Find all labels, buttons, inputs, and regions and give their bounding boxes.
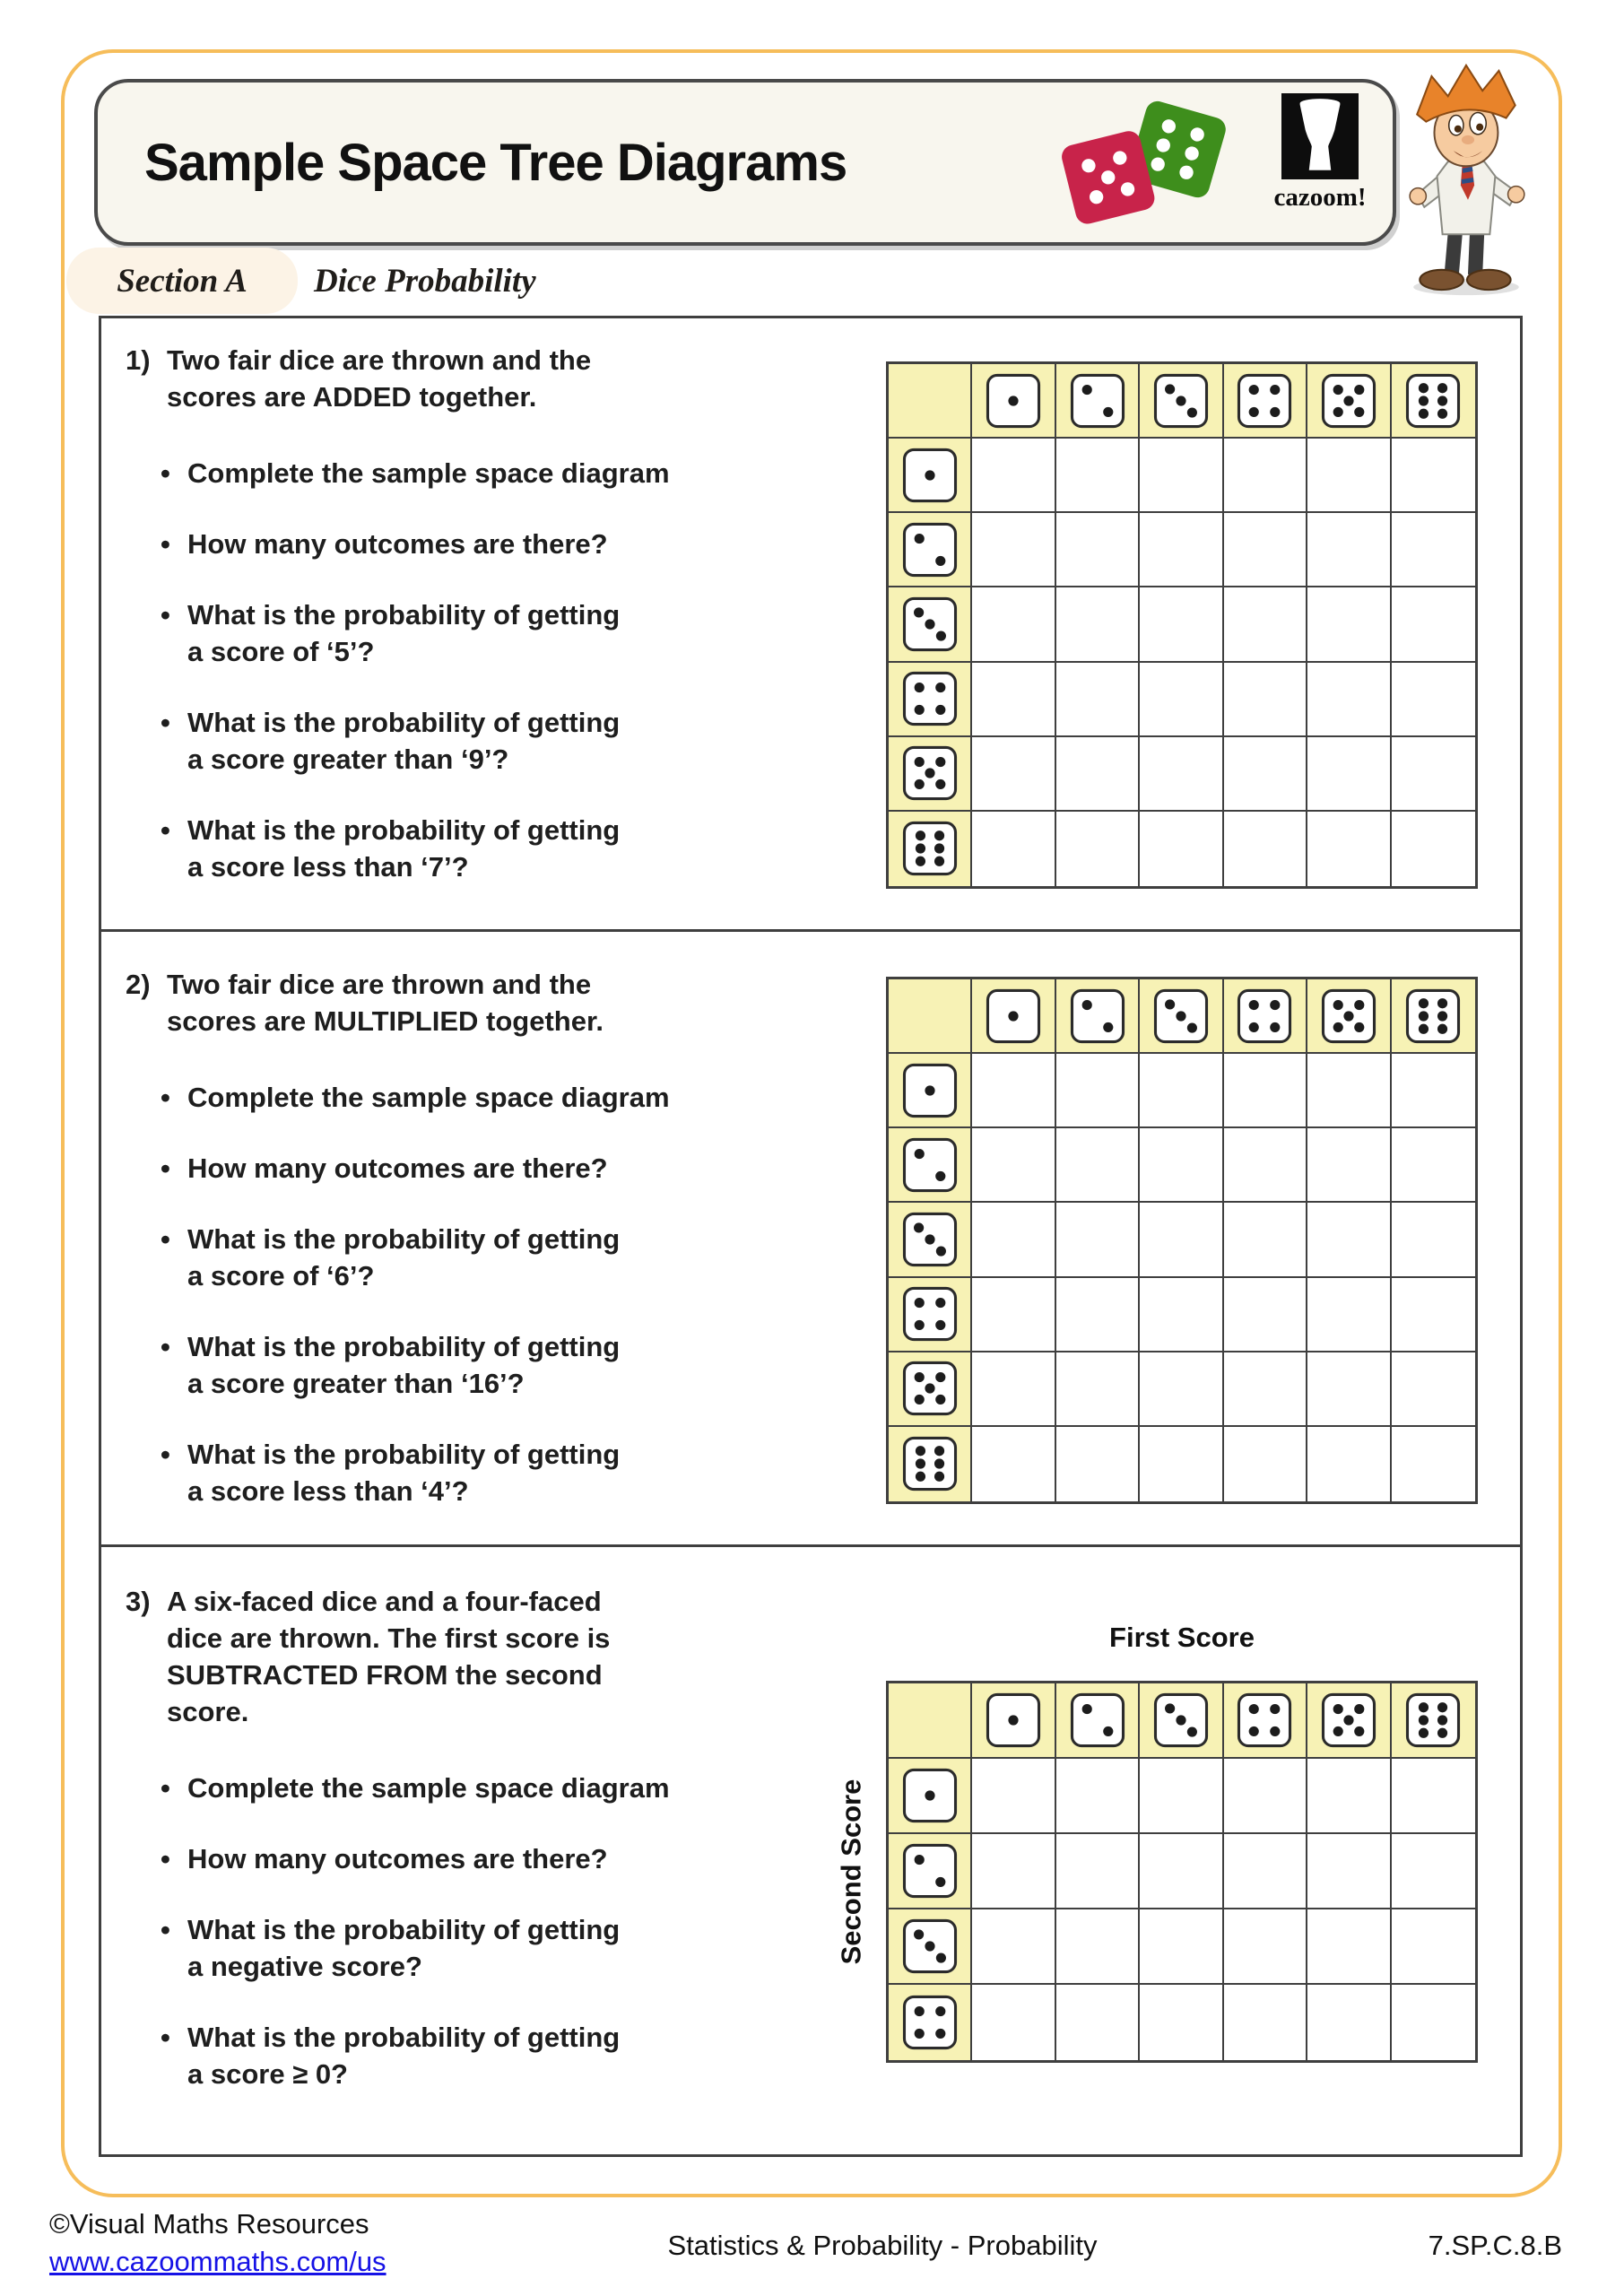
grid-answer-cell (1056, 1985, 1140, 2060)
grid-column-header (1307, 979, 1391, 1054)
grid-answer-cell (1224, 663, 1307, 737)
grid-answer-cell (1392, 1909, 1475, 1985)
bullet-marker: • (161, 814, 170, 846)
question-intro: Two fair dice are thrown and the scores are ADDED together. (167, 344, 592, 413)
question-section-3 (101, 1544, 1520, 2154)
grid-answer-cell (1224, 1427, 1307, 1501)
die-4-icon (1237, 988, 1292, 1044)
grid-answer-cell (1224, 1834, 1307, 1909)
grid-answer-cell (1056, 812, 1140, 886)
bullet-marker: • (161, 599, 170, 631)
grid-answer-cell (1307, 1054, 1391, 1128)
grid-column-header (1392, 1683, 1475, 1759)
grid-row-header (889, 1352, 972, 1427)
die-4-icon (902, 1286, 958, 1342)
cartoon-teacher-mascot (1401, 59, 1537, 301)
grid-answer-cell (972, 1834, 1055, 1909)
grid-answer-cell (1307, 812, 1391, 886)
section-title: Dice Probability (314, 262, 536, 300)
grid-row-header (889, 812, 972, 886)
grid-answer-cell (1224, 513, 1307, 587)
grid-answer-cell (1307, 663, 1391, 737)
grid-answer-cell (1307, 1834, 1391, 1909)
bullet-marker: • (161, 1082, 170, 1113)
logo-wordmark: cazoom! (1273, 183, 1367, 212)
die-3-icon (902, 1918, 958, 1974)
die-6-icon (902, 1436, 958, 1492)
grid-answer-cell (1140, 737, 1223, 812)
grid-answer-cell (972, 1352, 1055, 1427)
grid-answer-cell (1140, 663, 1223, 737)
grid-answer-cell (1392, 1759, 1475, 1834)
grid-row-header (889, 513, 972, 587)
question-section-2 (101, 929, 1520, 1544)
grid-answer-cell (1392, 587, 1475, 662)
grid-answer-cell (1307, 737, 1391, 812)
grid-row-header (889, 663, 972, 737)
footer-copyright: ©Visual Maths Resources (49, 2208, 369, 2239)
footer-url-link[interactable]: www.cazoommaths.com/us (49, 2246, 386, 2277)
grid-answer-cell (1307, 513, 1391, 587)
grid-answer-cell (1056, 1834, 1140, 1909)
bullet-item: • What is the probability of getting a score less than ‘4’? (161, 1436, 870, 1509)
section-label-pill (66, 248, 298, 314)
grid-answer-cell (972, 1909, 1055, 1985)
grid-answer-cell (1224, 737, 1307, 812)
bullet-marker: • (161, 1152, 170, 1184)
grid-column-header (972, 1683, 1055, 1759)
grid-answer-cell (1140, 812, 1223, 886)
bullet-marker: • (161, 1843, 170, 1874)
sample-space-grid (886, 361, 1478, 889)
grid-answer-cell (1056, 1128, 1140, 1203)
grid-answer-cell (1056, 1909, 1140, 1985)
grid-answer-cell (1224, 439, 1307, 513)
grid-answer-cell (1140, 1759, 1223, 1834)
grid-answer-cell (1140, 1203, 1223, 1277)
grid-answer-cell (1224, 1352, 1307, 1427)
sample-space-grid (886, 977, 1478, 1504)
grid-answer-cell (1224, 1128, 1307, 1203)
die-3-icon (902, 1212, 958, 1267)
question-section-1 (101, 318, 1520, 929)
question-number: 2) (126, 969, 151, 1000)
bullet-item: • How many outcomes are there? (161, 526, 870, 562)
grid-row-header (889, 1278, 972, 1352)
question-bullets (161, 1079, 870, 1509)
grid-answer-cell (972, 812, 1055, 886)
bullet-marker: • (161, 2022, 170, 2053)
cazoom-logo (1253, 93, 1387, 239)
grid-corner-cell (889, 364, 972, 439)
question-text (126, 1547, 870, 2092)
grid-answer-cell (1392, 1427, 1475, 1501)
grid-answer-cell (1307, 1128, 1391, 1203)
die-2-icon (1070, 1692, 1125, 1748)
grid-answer-cell (1392, 1203, 1475, 1277)
emphasis-word: ADDED (312, 381, 412, 413)
grid-row-header (889, 1834, 972, 1909)
grid-answer-cell (1392, 1985, 1475, 2060)
grid-answer-cell (1307, 1278, 1391, 1352)
grid-row-header (889, 1128, 972, 1203)
die-1-icon (902, 1768, 958, 1823)
bullet-item: • What is the probability of getting a score greater than ‘16’? (161, 1328, 870, 1402)
die-1-icon (986, 988, 1041, 1044)
grid-answer-cell (1307, 1759, 1391, 1834)
grid-row-header (889, 587, 972, 662)
grid-column-header (972, 364, 1055, 439)
question-text (126, 318, 870, 885)
grid-answer-cell (1392, 1352, 1475, 1427)
die-3-icon (1153, 373, 1209, 429)
die-2-icon (902, 1137, 958, 1193)
grid-corner-cell (889, 1683, 972, 1759)
grid-column-header (1056, 1683, 1140, 1759)
grid-answer-cell (972, 513, 1055, 587)
grid-answer-cell (1392, 1128, 1475, 1203)
die-6-icon (902, 821, 958, 876)
bullet-marker: • (161, 1223, 170, 1255)
grid-answer-cell (1140, 513, 1223, 587)
grid-answer-cell (972, 587, 1055, 662)
grid-row-header (889, 1203, 972, 1277)
grid-column-header (1056, 364, 1140, 439)
emphasis-word: MULTIPLIED (313, 1005, 479, 1037)
grid-answer-cell (972, 1759, 1055, 1834)
grid-answer-cell (1392, 812, 1475, 886)
grid-row-header (889, 439, 972, 513)
grid-answer-cell (1307, 587, 1391, 662)
bullet-item: • How many outcomes are there? (161, 1840, 870, 1877)
grid-answer-cell (1056, 737, 1140, 812)
grid-answer-cell (972, 439, 1055, 513)
grid-answer-cell (1224, 1759, 1307, 1834)
grid-answer-cell (1392, 1834, 1475, 1909)
question-bullets (161, 1770, 870, 2092)
grid-answer-cell (1224, 812, 1307, 886)
die-2-icon (1070, 373, 1125, 429)
die-2-icon (1070, 988, 1125, 1044)
bullet-item: • What is the probability of getting a negative score? (161, 1911, 870, 1985)
grid-column-header (1140, 364, 1223, 439)
grid-answer-cell (1140, 1427, 1223, 1501)
bullet-item: • What is the probability of getting a score of ‘5’? (161, 596, 870, 670)
bullet-item: • Complete the sample space diagram (161, 1079, 870, 1116)
grid-answer-cell (1224, 1909, 1307, 1985)
grid-answer-cell (1392, 1278, 1475, 1352)
grid-answer-cell (1140, 587, 1223, 662)
grid-answer-cell (1056, 439, 1140, 513)
grid-answer-cell (1224, 1985, 1307, 2060)
grid-answer-cell (972, 1985, 1055, 2060)
grid-answer-cell (1307, 1427, 1391, 1501)
grid-column-header (972, 979, 1055, 1054)
grid-answer-cell (1140, 1128, 1223, 1203)
grid-answer-cell (1140, 1278, 1223, 1352)
second-score-label: Second Score (835, 1779, 866, 1965)
bullet-item: • What is the probability of getting a score ≥ 0? (161, 2019, 870, 2092)
grid-answer-cell (1056, 513, 1140, 587)
grid-answer-cell (1224, 1054, 1307, 1128)
bullet-item: • How many outcomes are there? (161, 1150, 870, 1187)
bullet-item: • Complete the sample space diagram (161, 455, 870, 491)
die-5-icon (1321, 373, 1376, 429)
grid-answer-cell (1056, 1759, 1140, 1834)
grid-answer-cell (1056, 1278, 1140, 1352)
die-4-icon (902, 1995, 958, 2050)
grid-answer-cell (1140, 1985, 1223, 2060)
die-5-icon (1321, 1692, 1376, 1748)
die-6-icon (1405, 1692, 1461, 1748)
emphasis-word: SUBTRACTED FROM (167, 1659, 448, 1691)
grid-answer-cell (1056, 1054, 1140, 1128)
grid-column-header (1140, 1683, 1223, 1759)
die-5-icon (902, 745, 958, 801)
question-bullets (161, 455, 870, 885)
grid-answer-cell (1307, 439, 1391, 513)
die-6-icon (1405, 988, 1461, 1044)
question-text (126, 932, 870, 1509)
question-intro: Two fair dice are thrown and the scores are MULTIPLIED together. (167, 969, 604, 1037)
grid-row-header (889, 1759, 972, 1834)
die-4-icon (902, 671, 958, 726)
red-green-dice-icon (1044, 95, 1241, 234)
grid-column-header (1224, 979, 1307, 1054)
die-5-icon (1321, 988, 1376, 1044)
bullet-marker: • (161, 457, 170, 489)
die-1-icon (902, 448, 958, 503)
grid-answer-cell (1056, 587, 1140, 662)
die-1-icon (986, 1692, 1041, 1748)
first-score-label: First Score (1109, 1622, 1255, 1653)
grid-answer-cell (1056, 1427, 1140, 1501)
die-3-icon (902, 596, 958, 652)
grid-answer-cell (1140, 1352, 1223, 1427)
grid-corner-cell (889, 979, 972, 1054)
grid-column-header (1224, 1683, 1307, 1759)
section-label: Section A (117, 262, 248, 300)
grid-column-header (1307, 1683, 1391, 1759)
grid-answer-cell (1056, 663, 1140, 737)
grid-answer-cell (972, 1427, 1055, 1501)
grid-answer-cell (1140, 439, 1223, 513)
die-4-icon (1237, 1692, 1292, 1748)
footer-standard-code: 7.SP.C.8.B (1428, 2230, 1562, 2261)
grid-answer-cell (1392, 439, 1475, 513)
questions-container (99, 316, 1523, 2157)
grid-answer-cell (1224, 1278, 1307, 1352)
die-4-icon (1237, 373, 1292, 429)
grid-answer-cell (1140, 1834, 1223, 1909)
grid-row-header (889, 1985, 972, 2060)
grid-answer-cell (1392, 513, 1475, 587)
grid-answer-cell (1307, 1203, 1391, 1277)
bullet-item: • Complete the sample space diagram (161, 1770, 870, 1806)
grid-answer-cell (972, 663, 1055, 737)
question-number: 1) (126, 344, 151, 376)
grid-answer-cell (972, 1278, 1055, 1352)
bullet-item: • What is the probability of getting a score of ‘6’? (161, 1221, 870, 1294)
die-2-icon (902, 522, 958, 578)
grid-answer-cell (972, 1128, 1055, 1203)
grid-answer-cell (972, 1203, 1055, 1277)
grid-answer-cell (1140, 1054, 1223, 1128)
djembe-drum-icon (1281, 93, 1359, 179)
grid-answer-cell (1056, 1352, 1140, 1427)
grid-answer-cell (1307, 1909, 1391, 1985)
grid-column-header (1392, 364, 1475, 439)
grid-column-header (1392, 979, 1475, 1054)
grid-column-header (1140, 979, 1223, 1054)
bullet-item: • What is the probability of getting a score greater than ‘9’? (161, 704, 870, 778)
grid-answer-cell (1140, 1909, 1223, 1985)
die-3-icon (1153, 1692, 1209, 1748)
bullet-marker: • (161, 707, 170, 738)
bullet-marker: • (161, 528, 170, 560)
footer-subject: Statistics & Probability - Probability (667, 2230, 1098, 2261)
grid-answer-cell (1392, 737, 1475, 812)
bullet-marker: • (161, 1772, 170, 1804)
grid-column-header (1224, 364, 1307, 439)
grid-answer-cell (1056, 1203, 1140, 1277)
die-1-icon (986, 373, 1041, 429)
grid-row-header (889, 1909, 972, 1985)
grid-answer-cell (1307, 1352, 1391, 1427)
grid-row-header (889, 1054, 972, 1128)
sample-space-grid (886, 1681, 1478, 2063)
grid-answer-cell (1307, 1985, 1391, 2060)
die-3-icon (1153, 988, 1209, 1044)
bullet-marker: • (161, 1439, 170, 1470)
grid-answer-cell (1392, 1054, 1475, 1128)
die-2-icon (902, 1843, 958, 1899)
grid-row-header (889, 1427, 972, 1501)
page-title: Sample Space Tree Diagrams (144, 133, 847, 192)
question-intro: A six-faced dice and a four-faced dice are thrown. The first score is SUBTRACTED FROM the second score. (167, 1586, 611, 1727)
bullet-marker: • (161, 1331, 170, 1362)
die-1-icon (902, 1063, 958, 1118)
grid-answer-cell (972, 737, 1055, 812)
die-6-icon (1405, 373, 1461, 429)
title-banner (94, 79, 1396, 246)
grid-answer-cell (972, 1054, 1055, 1128)
grid-answer-cell (1392, 663, 1475, 737)
grid-answer-cell (1224, 1203, 1307, 1277)
grid-answer-cell (1224, 587, 1307, 662)
die-5-icon (902, 1361, 958, 1416)
bullet-marker: • (161, 1914, 170, 1945)
bullet-item: • What is the probability of getting a score less than ‘7’? (161, 812, 870, 885)
grid-column-header (1056, 979, 1140, 1054)
question-number: 3) (126, 1586, 151, 1617)
grid-row-header (889, 737, 972, 812)
grid-column-header (1307, 364, 1391, 439)
